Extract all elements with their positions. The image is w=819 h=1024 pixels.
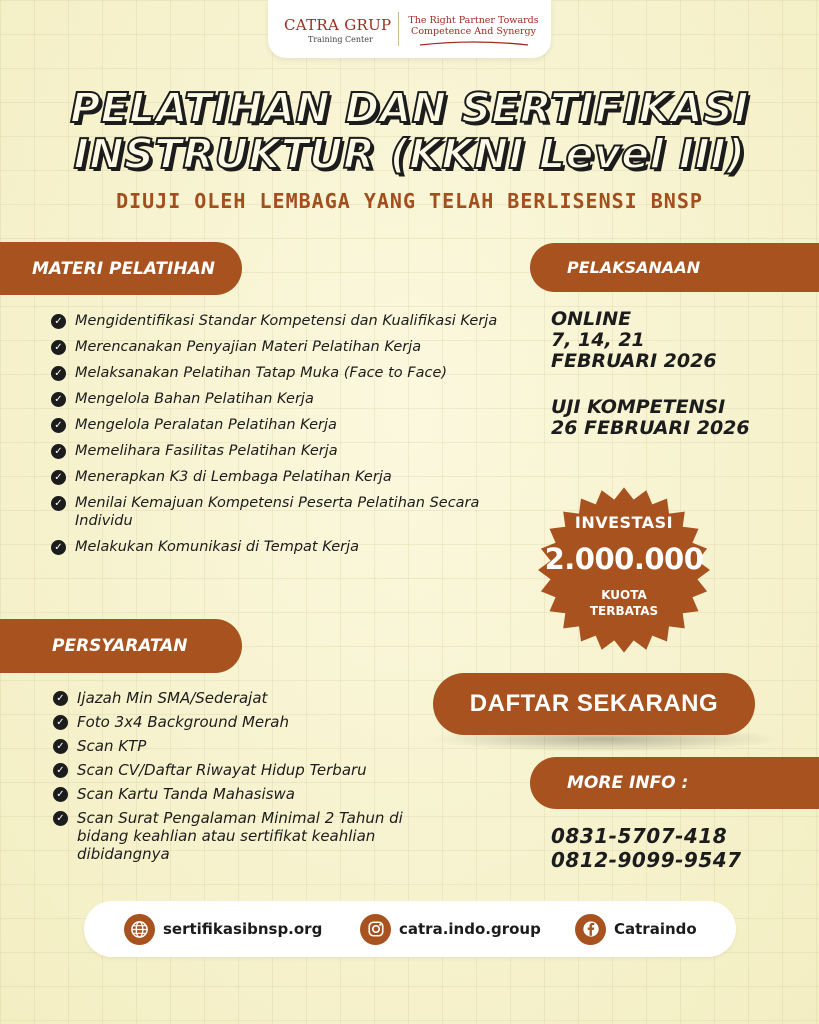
materi-heading: MATERI PELATIHAN xyxy=(0,242,242,295)
kuota-text xyxy=(532,587,716,619)
brand-name: CATRA GRUP xyxy=(284,16,392,34)
more-info-heading: MORE INFO : xyxy=(530,757,819,809)
list-item xyxy=(53,761,433,779)
schedule-mode: ONLINE xyxy=(551,308,632,330)
list-item xyxy=(51,364,511,382)
uji-label: UJI KOMPETENSI xyxy=(551,396,726,418)
pelaksanaan-heading: PELAKSANAAN xyxy=(530,243,819,292)
footer-instagram[interactable] xyxy=(360,913,541,945)
list-item xyxy=(51,468,511,486)
materi-list xyxy=(51,312,511,564)
list-item xyxy=(51,538,511,556)
list-item xyxy=(53,689,433,707)
list-item-text: Scan KTP xyxy=(77,737,147,755)
instagram-text: catra.indo.group xyxy=(399,920,541,938)
list-item-text: Menilai Kemajuan Kompetensi Peserta Pelatihan Secara Individu xyxy=(75,495,480,529)
logo-divider xyxy=(398,12,399,46)
list-item-text: Scan Surat Pengalaman Minimal 2 Tahun di bidang keahlian atau sertifikat keahlian dibidangnya xyxy=(77,809,403,863)
check-icon: ✓ xyxy=(51,340,66,355)
check-icon: ✓ xyxy=(51,540,66,555)
instagram-icon xyxy=(360,914,391,945)
check-icon: ✓ xyxy=(51,496,66,511)
tagline-line-1: The Right Partner Towards xyxy=(408,15,539,26)
website-text: sertifikasibnsp.org xyxy=(163,920,323,938)
list-item xyxy=(51,416,511,434)
list-item xyxy=(51,494,511,530)
check-icon: ✓ xyxy=(53,715,68,730)
list-item xyxy=(51,390,511,408)
check-icon: ✓ xyxy=(53,811,68,826)
persyaratan-list xyxy=(53,689,433,869)
list-item-text: Menerapkan K3 di Lembaga Pelatihan Kerja xyxy=(75,469,392,485)
tagline-line-2: Competence And Synergy xyxy=(411,26,536,37)
page-subtitle: DIUJI OLEH LEMBAGA YANG TELAH BERLISENSI BNSP xyxy=(116,189,703,213)
check-icon: ✓ xyxy=(53,739,68,754)
kuota-line-2: TERBATAS xyxy=(589,604,659,618)
list-item xyxy=(51,442,511,460)
list-item-text: Merencanakan Penyajian Materi Pelatihan Kerja xyxy=(75,339,422,355)
page-title-line-1: PELATIHAN DAN SERTIFIKASI xyxy=(70,84,749,132)
list-item-text: Ijazah Min SMA/Sederajat xyxy=(77,689,268,707)
footer-contact-bar xyxy=(84,901,736,957)
check-icon: ✓ xyxy=(51,444,66,459)
schedule-online xyxy=(551,309,717,372)
check-icon: ✓ xyxy=(51,418,66,433)
uji-date: 26 FEBRUARI 2026 xyxy=(551,417,750,439)
list-item xyxy=(51,338,511,356)
phone-number-1[interactable]: 0831-5707-418 xyxy=(551,824,728,848)
list-item-text: Mengidentifikasi Standar Kompetensi dan Kualifikasi Kerja xyxy=(75,313,498,329)
swoosh-icon xyxy=(418,41,530,47)
footer-website[interactable] xyxy=(124,913,322,945)
check-icon: ✓ xyxy=(53,763,68,778)
check-icon: ✓ xyxy=(51,314,66,329)
investasi-label: INVESTASI xyxy=(574,513,674,532)
list-item xyxy=(51,312,511,330)
daftar-sekarang-button[interactable]: DAFTAR SEKARANG xyxy=(433,673,755,735)
list-item-text: Melakukan Komunikasi di Tempat Kerja xyxy=(75,539,360,555)
check-icon: ✓ xyxy=(51,366,66,381)
list-item-text: Mengelola Peralatan Pelatihan Kerja xyxy=(75,417,337,433)
schedule-uji xyxy=(551,397,750,439)
list-item-text: Memelihara Fasilitas Pelatihan Kerja xyxy=(75,443,338,459)
brand-subtitle: Training Center xyxy=(308,35,373,44)
check-icon: ✓ xyxy=(51,470,66,485)
list-item-text: Melaksanakan Pelatihan Tatap Muka (Face to Face) xyxy=(75,365,448,381)
list-item-text: Mengelola Bahan Pelatihan Kerja xyxy=(75,391,314,407)
facebook-text: Catraindo xyxy=(614,920,697,938)
schedule-dates: 7, 14, 21 xyxy=(551,329,645,351)
list-item xyxy=(53,785,433,803)
footer-facebook[interactable] xyxy=(575,913,697,945)
check-icon: ✓ xyxy=(53,691,68,706)
list-item xyxy=(53,713,433,731)
check-icon: ✓ xyxy=(51,392,66,407)
phone-numbers xyxy=(551,824,742,872)
logo-card xyxy=(268,0,551,58)
kuota-line-1: KUOTA xyxy=(601,588,647,602)
list-item xyxy=(53,809,433,863)
tagline xyxy=(406,15,541,37)
investasi-price: 2.000.000 xyxy=(544,542,704,576)
list-item-text: Scan Kartu Tanda Mahasiswa xyxy=(77,785,295,803)
list-item-text: Scan CV/Daftar Riwayat Hidup Terbaru xyxy=(77,761,367,779)
page-title-line-2: INSTRUKTUR (KKNI Level III) xyxy=(73,130,746,178)
persyaratan-heading: PERSYARATAN xyxy=(0,619,242,673)
list-item xyxy=(53,737,433,755)
phone-number-2[interactable]: 0812-9099-9547 xyxy=(551,848,742,872)
globe-icon xyxy=(124,914,155,945)
check-icon: ✓ xyxy=(53,787,68,802)
list-item-text: Foto 3x4 Background Merah xyxy=(77,713,289,731)
facebook-icon xyxy=(575,914,606,945)
schedule-month: FEBRUARI 2026 xyxy=(551,350,717,372)
